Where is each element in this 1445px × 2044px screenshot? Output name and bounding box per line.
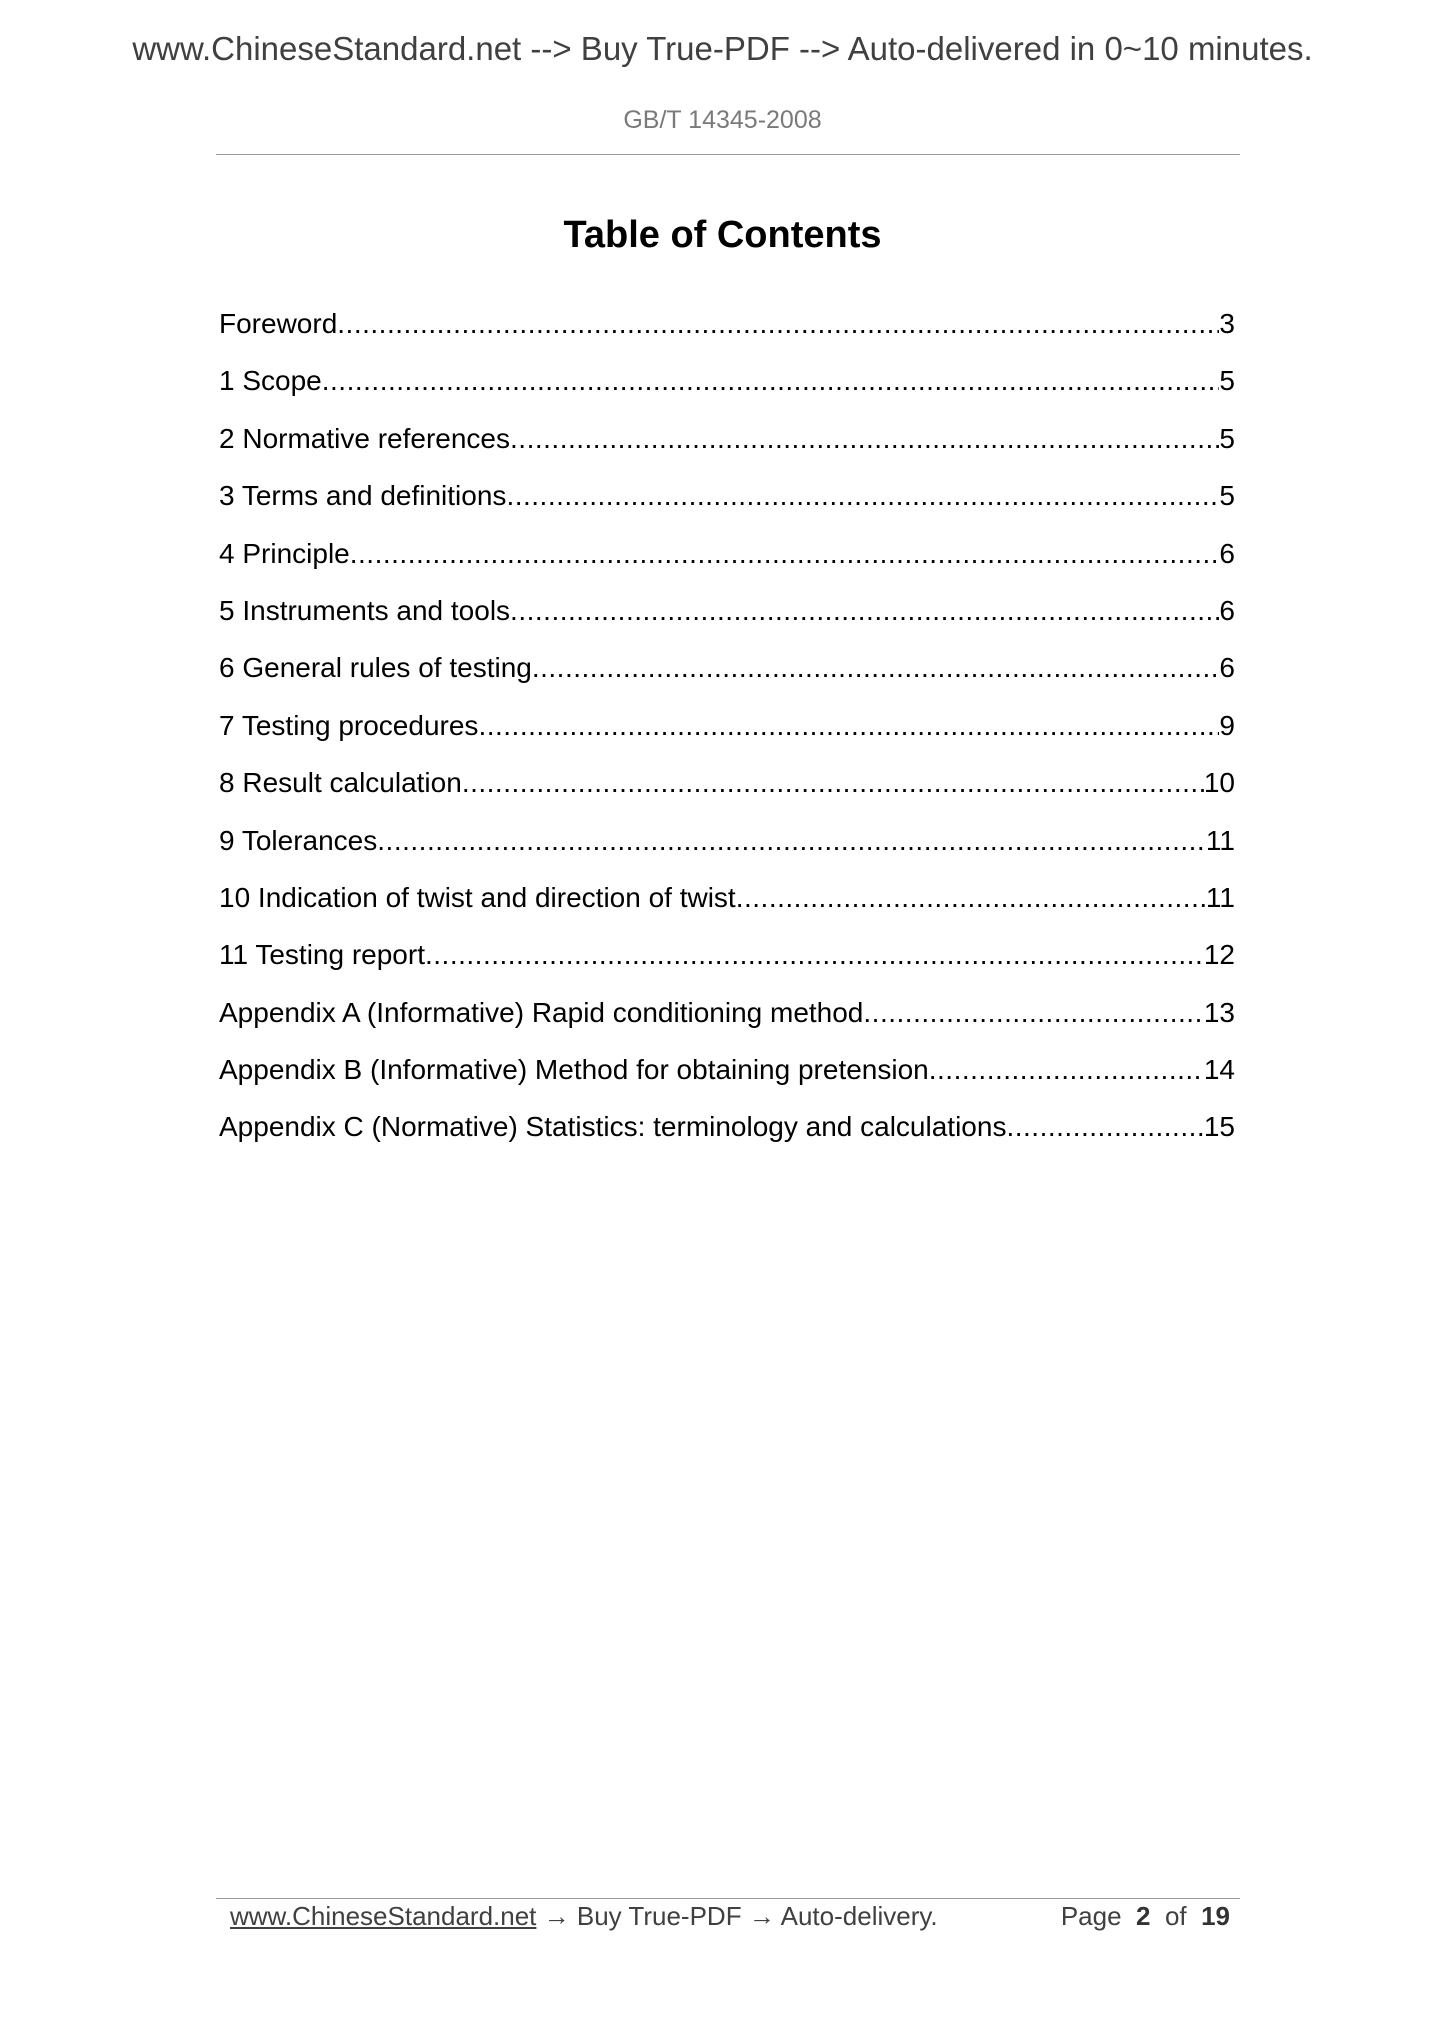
toc-dot-leader [510, 591, 1219, 631]
toc-entry-indication-of-twist[interactable] [219, 878, 1235, 935]
toc-entry-result-calculation[interactable] [219, 763, 1235, 820]
standard-number: GB/T 14345-2008 [623, 106, 822, 134]
toc-entry-page: 6 [1219, 537, 1235, 569]
of-word: of [1164, 1901, 1187, 1931]
toc-entry-label: 3 Terms and definitions [219, 480, 507, 512]
toc-dot-leader [350, 534, 1220, 574]
toc-entry-page: 3 [1219, 308, 1235, 339]
toc-entry-label: Foreword [219, 308, 338, 339]
header-divider [216, 154, 1240, 155]
toc-title: Table of Contents [563, 214, 882, 256]
toc-dot-leader [478, 706, 1219, 746]
toc-entry-label: 7 Testing procedures [219, 709, 479, 741]
toc-entry-principle[interactable] [219, 534, 1235, 591]
toc-entry-label: 4 Principle [219, 537, 350, 569]
toc-entry-foreword[interactable] [219, 304, 1235, 361]
toc-entry-label: 2 Normative references [219, 422, 511, 454]
toc-dot-leader [510, 419, 1219, 459]
toc-entry-page: 11 [1205, 824, 1235, 856]
toc-entry-page: 12 [1203, 939, 1235, 971]
toc-entry-general-rules-of-testing[interactable] [219, 648, 1235, 705]
toc-entry-appendix-b[interactable] [219, 1050, 1235, 1107]
toc-list [219, 304, 1235, 1165]
toc-entry-page: 5 [1219, 480, 1235, 512]
toc-entry-label: 8 Result calculation [219, 767, 462, 799]
toc-entry-page: 14 [1203, 1054, 1235, 1086]
toc-dot-leader [532, 648, 1220, 688]
toc-entry-page: 10 [1203, 767, 1235, 799]
toc-dot-leader [736, 878, 1206, 918]
toc-entry-label: 9 Tolerances [219, 824, 378, 856]
page-total: 19 [1201, 1901, 1230, 1931]
toc-entry-normative-references[interactable] [219, 419, 1235, 476]
footer-left [230, 1901, 938, 1932]
toc-entry-testing-report[interactable] [219, 935, 1235, 992]
toc-dot-leader [1006, 1107, 1203, 1147]
footer-delivery-text: Auto-delivery. [780, 1901, 938, 1931]
toc-dot-leader [377, 821, 1206, 861]
toc-entry-label: Appendix C (Normative) Statistics: terminology and calculations [219, 1111, 1007, 1143]
toc-entry-label: Appendix B (Informative) Method for obtaining pretension [219, 1054, 929, 1086]
toc-entry-label: 10 Indication of twist and direction of twist [219, 881, 736, 913]
toc-dot-leader [425, 935, 1204, 975]
footer-website-link[interactable]: www.ChineseStandard.net [230, 1901, 537, 1931]
toc-entry-scope[interactable] [219, 361, 1235, 418]
toc-entry-page: 6 [1219, 652, 1235, 684]
page-indicator [1061, 1901, 1230, 1932]
toc-entry-appendix-a[interactable] [219, 993, 1235, 1050]
toc-dot-leader [506, 476, 1219, 516]
footer-divider [216, 1898, 1240, 1899]
toc-entry-page: 13 [1203, 996, 1235, 1028]
toc-entry-tolerances[interactable] [219, 821, 1235, 878]
footer-buy-text: Buy True-PDF [576, 1901, 742, 1931]
toc-dot-leader [337, 304, 1219, 344]
toc-entry-label: 1 Scope [219, 365, 322, 397]
toc-dot-leader [322, 361, 1220, 401]
top-banner: www.ChineseStandard.net --> Buy True-PDF --> Auto-delivered in 0~10 minutes. [132, 30, 1313, 67]
toc-entry-label: 6 General rules of testing [219, 652, 532, 684]
toc-entry-testing-procedures[interactable] [219, 706, 1235, 763]
toc-entry-page: 9 [1219, 709, 1235, 741]
page-word: Page [1060, 1901, 1122, 1931]
arrow-right-icon: → [748, 1901, 775, 1931]
toc-entry-page: 5 [1219, 365, 1235, 397]
toc-dot-leader [929, 1050, 1204, 1090]
toc-entry-appendix-c[interactable] [219, 1107, 1235, 1164]
toc-entry-label: Appendix A (Informative) Rapid conditioning method [219, 996, 864, 1028]
toc-entry-page: 6 [1219, 594, 1235, 626]
toc-entry-page: 11 [1205, 881, 1235, 913]
toc-dot-leader [462, 763, 1204, 803]
toc-entry-label: 11 Testing report [219, 939, 425, 971]
toc-entry-label: 5 Instruments and tools [219, 594, 511, 626]
toc-dot-leader [863, 993, 1203, 1033]
arrow-right-icon: → [543, 1901, 570, 1931]
page-current: 2 [1136, 1901, 1151, 1931]
toc-entry-page: 15 [1203, 1111, 1235, 1143]
toc-entry-page: 5 [1219, 422, 1235, 454]
toc-entry-instruments-and-tools[interactable] [219, 591, 1235, 648]
toc-entry-terms-and-definitions[interactable] [219, 476, 1235, 533]
